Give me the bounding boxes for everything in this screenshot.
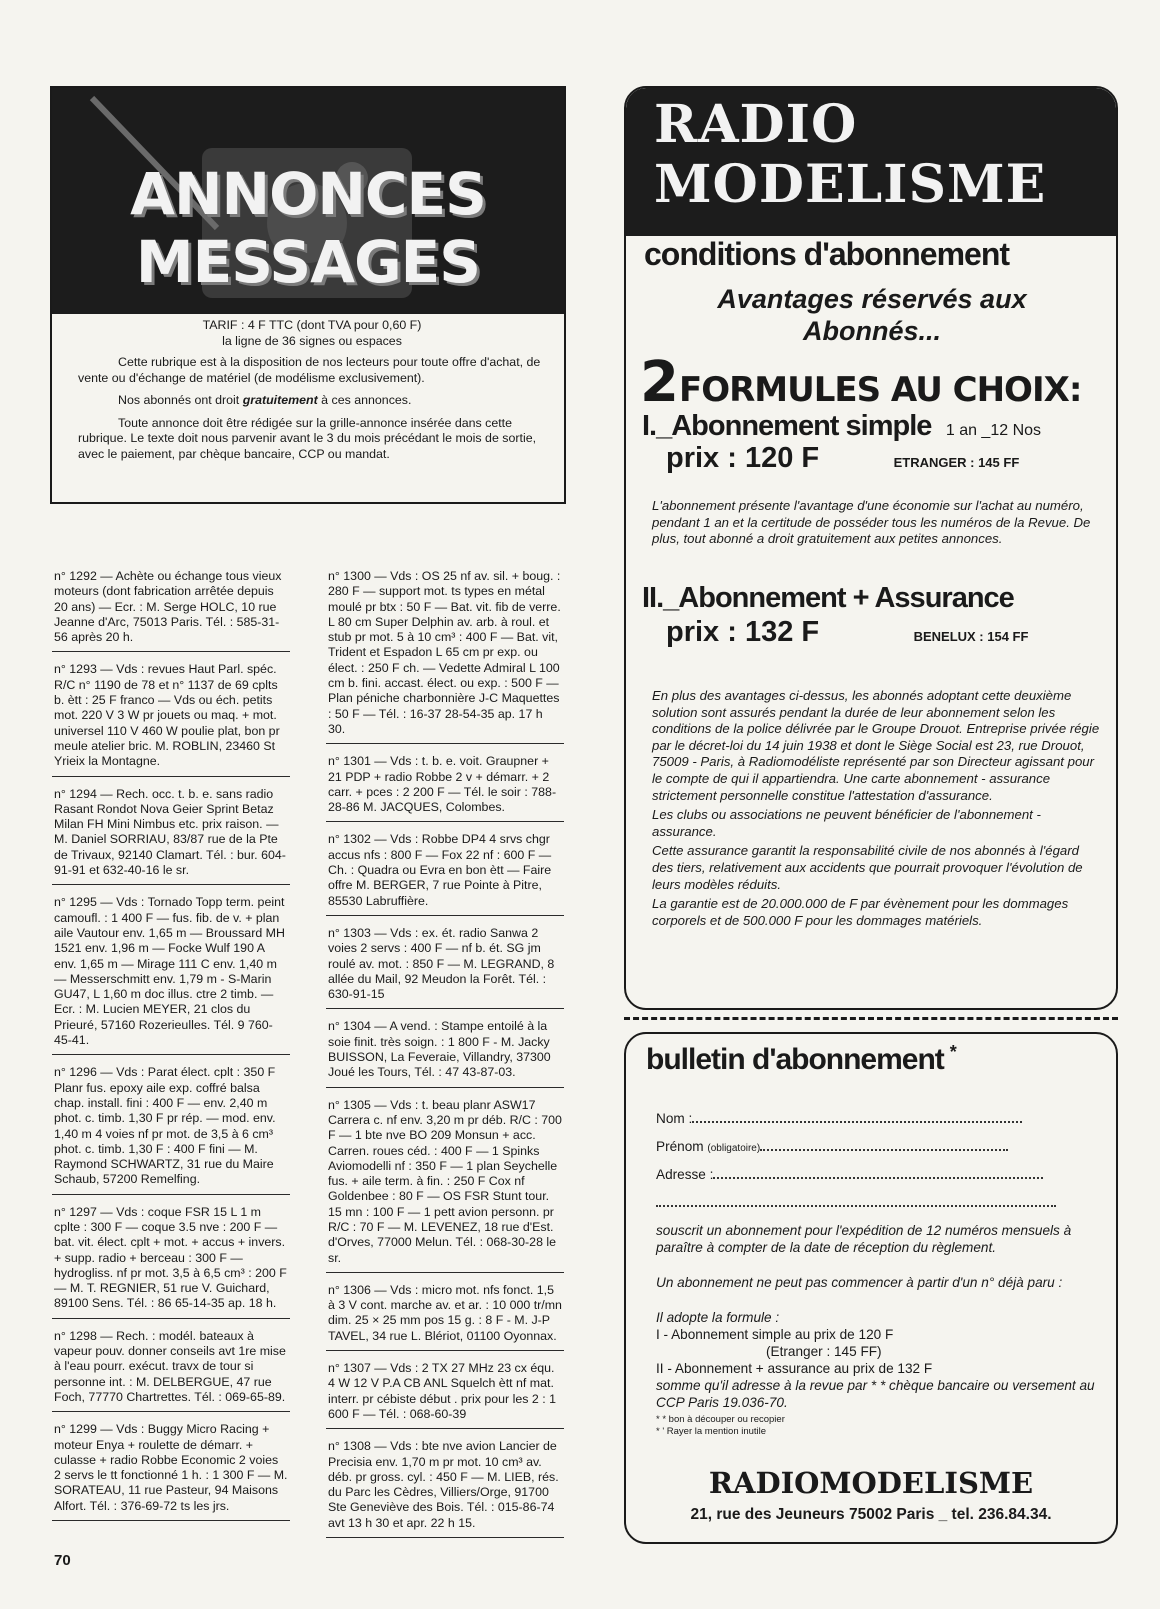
- formula1-title: I._Abonnement simple 1 an _12 Nos: [642, 410, 1042, 442]
- formula2-title: II._Abonnement + Assurance: [642, 582, 1014, 614]
- classified-ad: n° 1298 — Rech. : modél. bateaux à vapeur pouv. donner conseils avt 1re mise à l'eau pourr. exécut. travx de tour si personne int. : M. DELBERGUE, 47 rue Foch, 77770 Chartrettes. Tél. : 069-65-89.: [52, 1326, 290, 1412]
- classified-ad: n° 1306 — Vds : micro mot. nfs fonct. 1,5 à 3 V cont. marche av. et ar. : 10 000 tr/mn dim. 25 × 25 mm pos 15 g. : 8 F - M. J-P TAVEL, 34 rue L. Blériot, 01100 Oyonnax.: [326, 1280, 564, 1351]
- formula2-price: prix : 132 F: [666, 616, 820, 648]
- classified-ad: n° 1302 — Vds : Robbe DP4 4 srvs chgr accus nfs : 800 F — Fox 22 nf : 600 F — Ch. : Quadra ou Evra en bon ètt — Faire offre M. BERGER, 7 rue Pointe à Pitre, 85530 Labruffière.: [326, 829, 564, 915]
- classified-ad: n° 1295 — Vds : Tornado Topp term. peint camoufl. : 1 400 F — fus. fib. de v. + plan aile Vautour env. 1,65 m — Broussard MH 1521 env. 1,96 m — Focke Wulf 190 A env. 1,65 m — Mirage 111 C env. 1,40 m — Messerschmitt env. 1,79 m - S-Marin GU47, L 1,60 m doc illus. ctre 2 timb. — Ecr. : M. Lucien MEYER, 21 clos du Prieuré, 57160 Rozerieulles. Tél. 9 760-45-41.: [52, 892, 290, 1055]
- avantages-line1: Avantages réservés aux: [717, 284, 1027, 314]
- classified-ad: n° 1307 — Vds : 2 TX 27 MHz 23 cx équ. 4 W 12 V P.A CB ANL Squelch ètt nf mat. interr. pr cébiste début . prix pour les 2 : 1 600 F — Tél. : 068-60-39: [326, 1358, 564, 1429]
- classified-ad: n° 1300 — Vds : OS 25 nf av. sil. + boug. : 280 F — support mot. ts types en métal moulé pr btx : 50 F — Bat. vit. fib de verre. L 80 cm Super Delphin av. arb. à roul. et stub pr mot. 5 à 10 cm³ : 400 F — Bat. vit, Trident et Espadon L 65 cm pr exp. ou élect. : 250 F ch. — Vedette Admiral L 100 cm b. fini. accast. élect. ou exp. : 500 F — Plan péniche charbonnière J-C Maquettes : 50 F — Tél. : 16-37 28-54-35 ap. 17 h 30.: [326, 566, 564, 744]
- classified-ad: n° 1297 — Vds : coque FSR 15 L 1 m cplte : 300 F — coque 3.5 nve : 200 F — bat. vit. élect. cplt + mot. + accus + invers. + supp. radio + berceau : 300 F — hydrogliss. nf pr mot. 3,5 à 6,5 cm³ : 200 F — M. T. REGNIER, 51 rue V. Guichard, 89100 Sens. Tél. : 86 65-14-35 ap. 18 h.: [52, 1202, 290, 1319]
- prenom-input-line[interactable]: [760, 1149, 1008, 1151]
- nom-label: Nom :: [656, 1111, 693, 1126]
- classified-ad: n° 1308 — Vds : bte nve avion Lancier de Precisia env. 1,70 m pr mot. 10 cm³ av. déb. pr gross. cyl. : 450 F — M. LIEB, rés. du Parc les Cèdres, Villiers/Orge, 91700 Ste Geneviève des Bois. Tél. : 015-86-74 avt 13 h 30 et apr. 22 h 15.: [326, 1436, 564, 1538]
- form-brand: RADIOMODELISME: [708, 1466, 1034, 1500]
- classified-ad: n° 1293 — Vds : revues Haut Parl. spéc. R/C n° 1190 de 78 et n° 1137 de 69 cplts b. ètt : 25 F franco — Vds ou éch. petits mot. 220 V 3 W pr jouets ou maq. + mot. universel 110 V 460 W poulie plat, bon pr meule atelier bric. M. ROBLIN, 23460 St Yrieix la Montagne.: [52, 659, 290, 776]
- formula2-price-row: [666, 616, 1118, 649]
- option-1-etranger: (Etranger : 145 FF): [766, 1344, 882, 1359]
- gratuitement-emphasis: gratuitement: [242, 393, 318, 407]
- form-address: 21, rue des Jeuneurs 75002 Paris _ tel. 236.84.34.: [690, 1506, 1052, 1523]
- adresse-input-line[interactable]: [713, 1177, 1043, 1179]
- formules-heading: [640, 350, 1100, 415]
- form-text-payment: somme qu'il adresse à la revue par * * chèque bancaire ou versement au CCP Paris 19.036-70.: [656, 1378, 1095, 1410]
- classified-ad: n° 1294 — Rech. occ. t. b. e. sans radio Rasant Rondot Nova Geier Sprint Betaz Milan FH Mini Nimbus etc. prix raison. — M. Daniel SORRIAU, 83/87 rue de la Pte de Trivaux, 92140 Clamart. Tél. : bur. 604-91-91 et 632-40-16 le sr.: [52, 784, 290, 886]
- nom-input-line[interactable]: [692, 1121, 1022, 1123]
- adresse-field-2[interactable]: [656, 1194, 1096, 1211]
- adresse-field[interactable]: [656, 1166, 1096, 1183]
- insurance-coverage: Cette assurance garantit la responsabilité civile de nos abonnés à l'égard des tiers, relativement aux accidents que pourrait provoquer l'évolution de leurs modèles réduits.: [652, 843, 1083, 892]
- formula2-benelux: BENELUX : 154 FF: [913, 629, 1029, 644]
- formula2-description: [652, 688, 1102, 932]
- header-title-line2: MESSAGES: [135, 228, 481, 296]
- option-1[interactable]: I - Abonnement simple au prix de 120 F: [656, 1327, 894, 1342]
- prenom-note: (obligatoire): [707, 1143, 761, 1154]
- adresse-label: Adresse :: [656, 1167, 714, 1182]
- form-title: bulletin d'abonnement *: [646, 1042, 956, 1076]
- formula1-description: L'abonnement présente l'avantage d'une économie sur l'achat au numéro, pendant 1 an et la certitude de posséder tous les numéros de la Revue. De plus, tout abonné a droit gratuitement aux petites annonces.: [652, 498, 1091, 547]
- formules-number: 2: [640, 350, 679, 415]
- subscription-conditions-panel: [624, 86, 1118, 1010]
- conditions-heading: conditions d'abonnement: [644, 236, 1010, 272]
- page-number: 70: [54, 1552, 71, 1569]
- classified-ad: n° 1296 — Vds : Parat élect. cplt : 350 F Planr fus. epoxy aile exp. coffré balsa chap. install. fini : 400 F — env. 2,40 m phot. c. timb. 1,30 F pr rép. — mod. env. 1,40 m 4 voies nf pr mot. de 3,5 à 6 cm³ phot. c. timb. 1,30 F : 400 F fini — M. Raymond SCHWARTZ, 31 rue du Maire Schaub, 57200 Remelfing.: [52, 1062, 290, 1194]
- formules-text: FORMULES AU CHOIX:: [678, 370, 1082, 410]
- footnote-1: * * bon à découper ou recopier: [656, 1414, 785, 1425]
- submission-rules: Toute annonce doit être rédigée sur la grille-annonce insérée dans cette rubrique. Le texte doit nous parvenir avant le 3 du mois précédant le mois de sortie, avec le paiement, par chèque bancaire, CCP ou mandat.: [78, 415, 537, 461]
- brand-line1: RADIO: [654, 94, 858, 155]
- subscribers-note: Nos abonnés ont droit gratuitement à ces annonces.: [118, 393, 412, 407]
- classified-ad: n° 1303 — Vds : ex. ét. radio Sanwa 2 voies 2 servs : 400 F — nf b. ét. SG jm roulé av. mot. : 850 F — M. LEGRAND, 8 allée du Mail, 92 Meudon la Forêt. Tél. : 630-91-15: [326, 923, 564, 1009]
- prenom-label: Prénom: [656, 1139, 704, 1154]
- classified-ad: n° 1292 — Achète ou échange tous vieux moteurs (dont fabrication arrêtée depuis 20 ans) — Ecr. : M. Serge HOLC, 10 rue Jeanne d'Arc, 75013 Paris. Tél. : 585-31-56 après 20 h.: [52, 566, 290, 652]
- formula1-detail: 1 an _12 Nos: [945, 422, 1042, 439]
- footnote-2: * ' Rayer la mention inutile: [656, 1426, 767, 1437]
- header-banner: [52, 88, 564, 314]
- classified-ad: n° 1305 — Vds : t. beau planr ASW17 Carrera c. nf env. 3,20 m pr déb. R/C : 700 F — 1 bte nve BO 209 Monsun + acc. Carren. roues céd. : 400 F — 1 Spinks Aviomodelli nf : 350 F — 1 plan Seychelle fus. + aile term. à fin. : 250 F Cox nf Goldenbee : 80 F — OS FSR Stunt tour. 15 mn : 100 F — 1 pett avion personn. pr R/C : 70 F — M. LEVENEZ, 18 rue d'Est. d'Orves, 77000 Melun. Tél. : 068-30-28 le sr.: [326, 1095, 564, 1273]
- brand-banner: [626, 88, 1116, 236]
- classified-ad: n° 1299 — Vds : Buggy Micro Racing + moteur Enya + roulette de démarr. + culasse + radio Robbe Economic 2 voies 2 servs le tt fonctionné 1 h. : 1 300 F — M. SORATEAU, 11 rue Pasteur, 94 Maisons Alfort. Tél. : 376-69-72 ts les jrs.: [52, 1419, 290, 1521]
- cut-line: [624, 1017, 1118, 1020]
- classified-ad: n° 1301 — Vds : t. b. e. voit. Graupner + 21 PDP + radio Robbe 2 v + démarr. + 2 carr. + pces : 2 200 F — Tél. le soir : 788-28-86 M. JACQUES, Colombes.: [326, 751, 564, 822]
- form-text-3: Il adopte la formule :: [656, 1310, 780, 1325]
- subscription-form: [624, 1032, 1118, 1544]
- header-body: [52, 314, 564, 469]
- formula1-price-row: [666, 442, 1118, 475]
- form-text-2: Un abonnement ne peut pas commencer à partir d'un n° déjà paru :: [656, 1275, 1063, 1290]
- tarif-line1: TARIF : 4 F TTC (dont TVA pour 0,60 F): [202, 318, 422, 332]
- avantages-line2: Abonnés...: [802, 316, 941, 346]
- brand-line2: MODELISME: [654, 154, 1047, 215]
- ads-column-right: [326, 566, 564, 1545]
- option-2[interactable]: II - Abonnement + assurance au prix de 132 F: [656, 1361, 933, 1376]
- tarif-line2: la ligne de 36 signes ou espaces: [222, 333, 402, 348]
- formula1-etranger: ETRANGER : 145 FF: [893, 455, 1020, 470]
- insurance-conditions: En plus des avantages ci-dessus, les abonnés adoptant cette deuxième solution sont assurés pendant la durée de leur abonnement selon les conditions de la police délivrée par le Groupe Drouot. Entreprise privée régie par le décret-loi du 14 juin 1938 et dont le Siège Social est 23, rue Drouot, 75009 - Paris, à Radiomodéliste représenté par son Directeur agissant pour le compte de qui il appartiendra. Une carte abonnement - assurance strictement personnelle constitue l'attestation d'assurance.: [652, 688, 1100, 803]
- clubs-note: Les clubs ou associations ne peuvent bénéficier de l'abonnement - assurance.: [652, 807, 1041, 839]
- rubric-description: Cette rubrique est à la disposition de nos lecteurs pour toute offre d'achat, de vente ou d'échange de matériel (de modélisme exclusivement).: [78, 355, 541, 385]
- prenom-field[interactable]: [656, 1138, 1096, 1157]
- classified-ad: n° 1304 — A vend. : Stampe entoilé à la soie finit. très soign. : 1 800 F - M. Jacky BUISSON, La Feveraie, Villandry, 37300 Joué les Tours, Tél. : 47 43-87-03.: [326, 1016, 564, 1087]
- tarif: [78, 318, 546, 349]
- ads-column-left: [52, 566, 290, 1528]
- form-text-1: souscrit un abonnement pour l'expédition de 12 numéros mensuels à paraître à compter de la date de réception du règlement.: [656, 1223, 1072, 1255]
- adresse-input-line-2[interactable]: [656, 1205, 1056, 1207]
- announcements-header: [50, 86, 566, 504]
- header-title-line1: ANNONCES: [130, 160, 486, 228]
- formula1-price: prix : 120 F: [666, 442, 820, 474]
- guarantee-amount: La garantie est de 20.000.000 de F par évènement pour les dommages corporels et de 500.000 F pour les dommages matériels.: [652, 896, 1069, 928]
- nom-field[interactable]: [656, 1110, 1096, 1127]
